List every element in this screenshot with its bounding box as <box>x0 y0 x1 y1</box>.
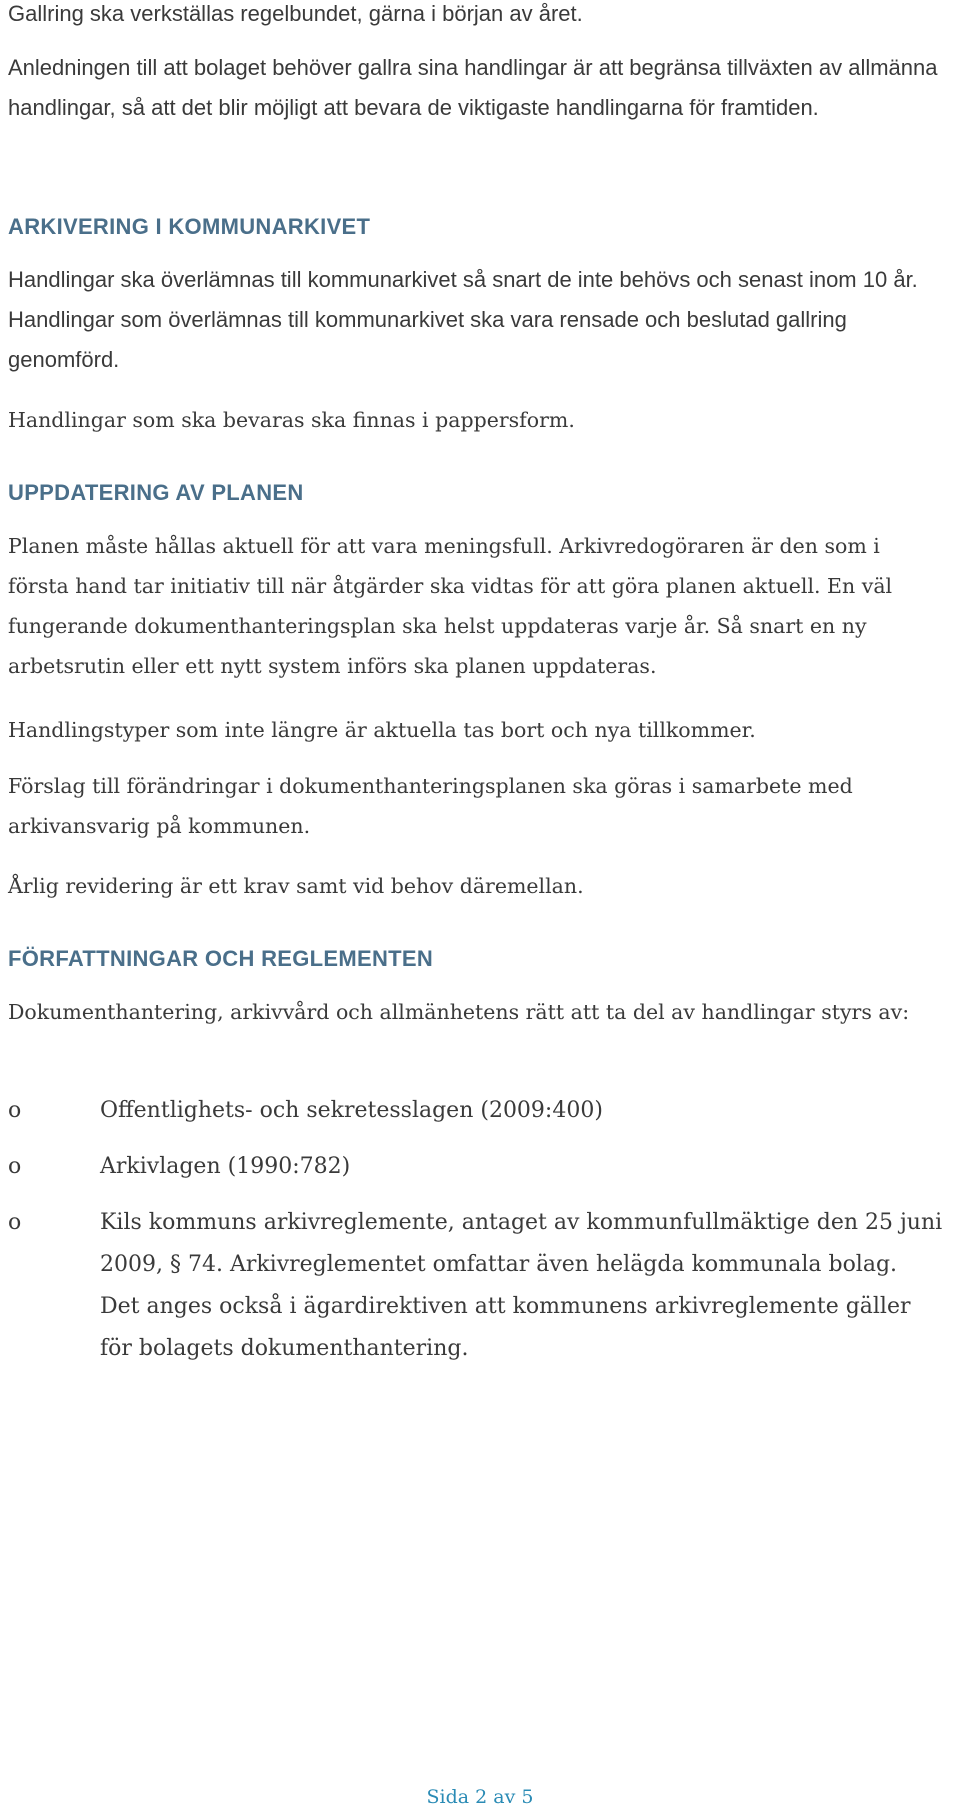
bullet-marker: o <box>8 1154 22 1179</box>
page-number: Sida 2 av 5 <box>426 1786 534 1808</box>
bullet-marker: o <box>8 1098 22 1123</box>
statutes-item-text: Offentlighets- och sekretesslagen (2009:400) <box>100 1098 603 1123</box>
intro-paragraph: Anledningen till att bolaget behöver gallra sina handlingar är att begränsa tillväxten av allmänna handlingar, så att det blir möjligt att bevara de viktigaste handlingarna för framtiden. <box>8 55 938 120</box>
intro-line: Gallring ska verkställas regelbundet, gärna i början av året. <box>8 1 583 26</box>
archiving-paragraph-2: Handlingar som ska bevaras ska finnas i pappersform. <box>8 408 575 432</box>
statutes-list <box>8 1090 943 1370</box>
bullet-marker: o <box>8 1210 22 1235</box>
section-heading-statutes: FÖRFATTNINGAR OCH REGLEMENTEN <box>8 946 434 971</box>
statutes-list-item <box>8 1090 943 1132</box>
archiving-paragraph-1: Handlingar ska överlämnas till kommunarkivet så snart de inte behövs och senast inom 10 år. Handlingar som överlämnas till kommunarkivet ska vara rensade och beslutad gallring genomförd. <box>8 267 918 372</box>
statutes-list-item <box>8 1202 943 1370</box>
statutes-list-item <box>8 1146 943 1188</box>
update-paragraph-1: Planen måste hållas aktuell för att vara meningsfull. Arkivredogöraren är den som i första hand tar initiativ till när åtgärder ska vidtas för att göra planen aktuell. En väl fungerande dokumenthanteringsplan ska helst uppdateras varje år. Så snart en ny arbetsrutin eller ett nytt system införs ska planen uppdateras. <box>8 534 893 678</box>
update-paragraph-4: Årlig revidering är ett krav samt vid behov däremellan. <box>8 874 584 898</box>
statutes-item-text: Kils kommuns arkivreglemente, antaget av kommunfullmäktige den 25 juni 2009, § 74. Arkivreglementet omfattar även helägda kommunala bolag. Det anges också i ägardirektiven att kommunens arkivreglemente gäller för bolagets dokumenthantering. <box>100 1210 943 1361</box>
update-paragraph-2: Handlingstyper som inte längre är aktuella tas bort och nya tillkommer. <box>8 718 756 742</box>
update-paragraph-3: Förslag till förändringar i dokumenthanteringsplanen ska göras i samarbete med arkivansvarig på kommunen. <box>8 774 853 838</box>
statutes-intro: Dokumenthantering, arkivvård och allmänhetens rätt att ta del av handlingar styrs av: <box>8 1000 910 1024</box>
statutes-item-text: Arkivlagen (1990:782) <box>100 1154 351 1179</box>
section-heading-update: UPPDATERING AV PLANEN <box>8 480 304 505</box>
section-heading-archiving: ARKIVERING I KOMMUNARKIVET <box>8 214 371 239</box>
